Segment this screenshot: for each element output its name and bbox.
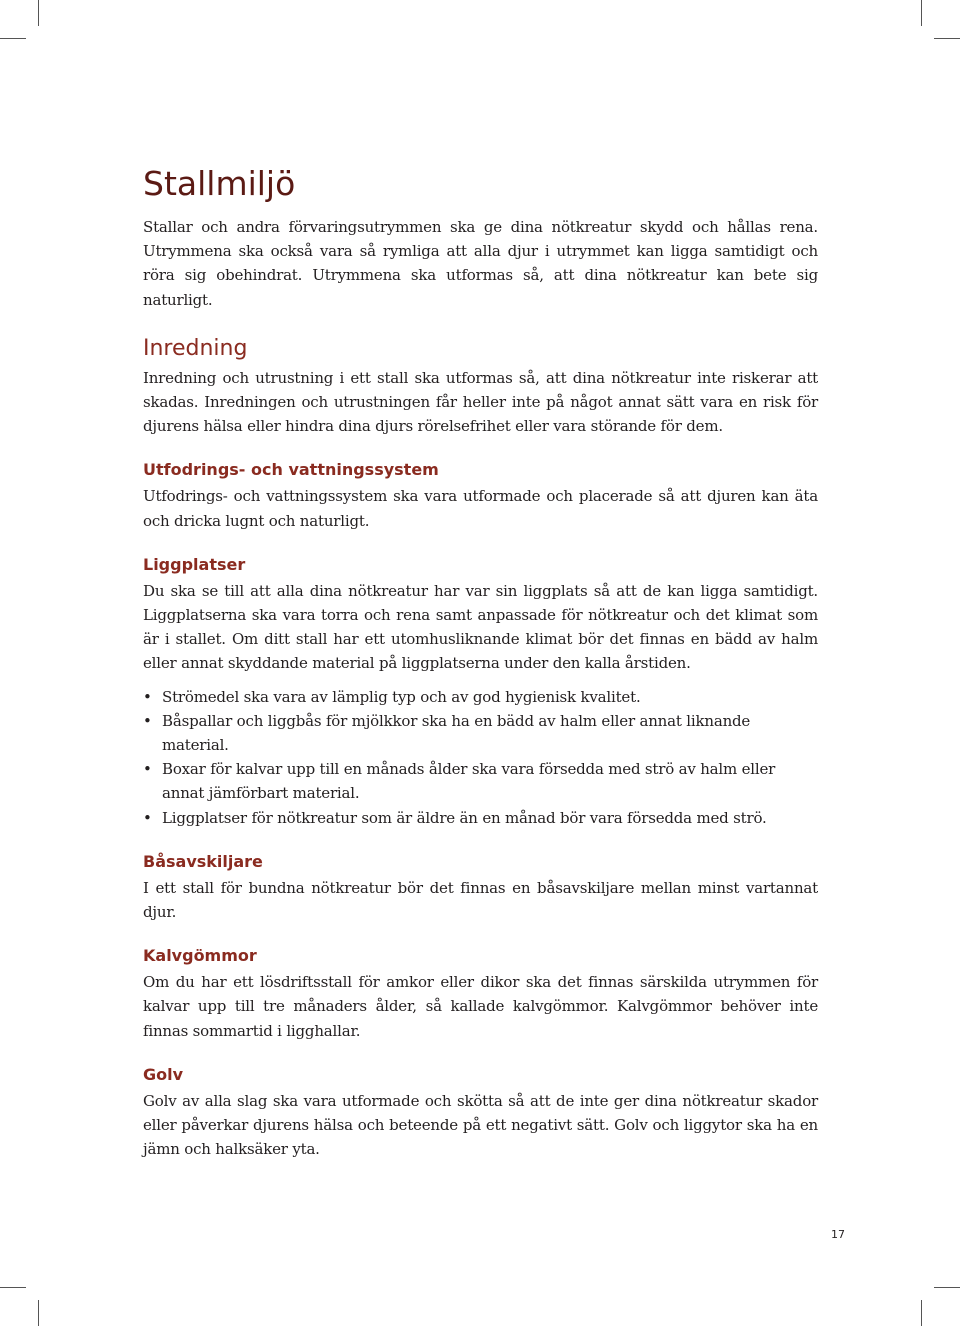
page-title: Stallmiljö xyxy=(143,164,296,203)
section-text-basavskiljare: I ett stall för bundna nötkreatur bör det finnas en båsavskiljare mellan minst vartannat djur. xyxy=(143,878,818,922)
section-text-inredning: Inredning och utrustning i ett stall ska utformas så, att dina nötkreatur inte riskerar att skadas. Inredningen och utrustningen får heller inte på något annat sätt vara en risk för djurens hälsa eller hindra dina djurs rörelsefrihet eller vara störande för dem. xyxy=(143,368,818,436)
crop-mark-bottom-right xyxy=(921,1300,922,1326)
section-text-golv: Golv av alla slag ska vara utformade och skötta så att de inte ger dina nötkreatur skador eller påverkar djurens hälsa och beteende på ett negativt sätt. Golv och liggytor ska ha en jämn och halksäker yta. xyxy=(143,1091,818,1159)
list-item-text: Strömedel ska vara av lämplig typ och av god hygienisk kvalitet. xyxy=(162,687,641,706)
crop-mark-top-left-h xyxy=(0,38,26,39)
list-item xyxy=(143,685,818,709)
section-heading-basavskiljare: Båsavskiljare xyxy=(143,851,263,871)
crop-mark-top-left xyxy=(38,0,39,26)
section-text-kalvgommor: Om du har ett lösdriftsstall för amkor eller dikor ska det finnas särskilda utrymmen för kalvar upp till tre månaders ålder, så kallade kalvgömmor. Kalvgömmor behöver inte finnas sommartid i ligghallar. xyxy=(143,973,818,1040)
section-text-liggplatser: Du ska se till att alla dina nötkreatur har var sin liggplats så att de kan ligga samtidigt. Liggplatserna ska vara torra och rena samt anpassade för nötkreatur och det klimat som är i stallet. Om ditt stall har ett utomhusliknande klimat bör det finnas en bädd av halm eller annat skyddande material på liggplatserna under den kalla årstiden. xyxy=(143,581,818,673)
crop-mark-bottom-left xyxy=(38,1300,39,1326)
bullet-icon: • xyxy=(143,687,152,706)
section-heading-utfodring: Utfodrings- och vattningssystem xyxy=(143,460,439,480)
list-item xyxy=(143,806,818,830)
page-content xyxy=(143,162,818,1161)
section-heading-golv: Golv xyxy=(143,1064,184,1084)
bullet-icon: • xyxy=(143,711,152,730)
liggplatser-bullet-list xyxy=(143,685,818,830)
crop-mark-bottom-left-h xyxy=(0,1287,26,1288)
section-heading-inredning: Inredning xyxy=(143,335,248,361)
bullet-icon: • xyxy=(143,760,152,779)
section-text-utfodring: Utfodrings- och vattningssystem ska vara utformade och placerade så att djuren kan äta och dricka lugnt och naturligt. xyxy=(143,487,818,530)
list-item-text: Liggplatser för nötkreatur som är äldre än en månad bör vara försedda med strö. xyxy=(162,808,767,827)
list-item xyxy=(143,757,818,805)
crop-mark-top-right-h xyxy=(934,38,960,39)
list-item-text: Boxar för kalvar upp till en månads ålder ska vara försedda med strö av halm eller annat jämförbart material. xyxy=(162,760,776,803)
bullet-icon: • xyxy=(143,808,152,827)
crop-mark-bottom-right-h xyxy=(934,1287,960,1288)
list-item-text: Båspallar och liggbås för mjölkkor ska ha en bädd av halm eller annat liknande material. xyxy=(162,711,751,755)
section-heading-kalvgommor: Kalvgömmor xyxy=(143,946,257,966)
page-number: 17 xyxy=(831,1228,845,1241)
intro-paragraph: Stallar och andra förvaringsutrymmen ska ge dina nötkreatur skydd och hållas rena. Utrymmena ska också vara så rymliga att alla djur i utrymmet kan ligga samtidigt och röra sig obehindrat. Utrymmena ska utformas så, att dina nötkreatur kan bete sig naturligt. xyxy=(143,218,818,309)
crop-mark-top-right xyxy=(921,0,922,26)
section-heading-liggplatser: Liggplatser xyxy=(143,554,246,574)
list-item xyxy=(143,709,818,757)
